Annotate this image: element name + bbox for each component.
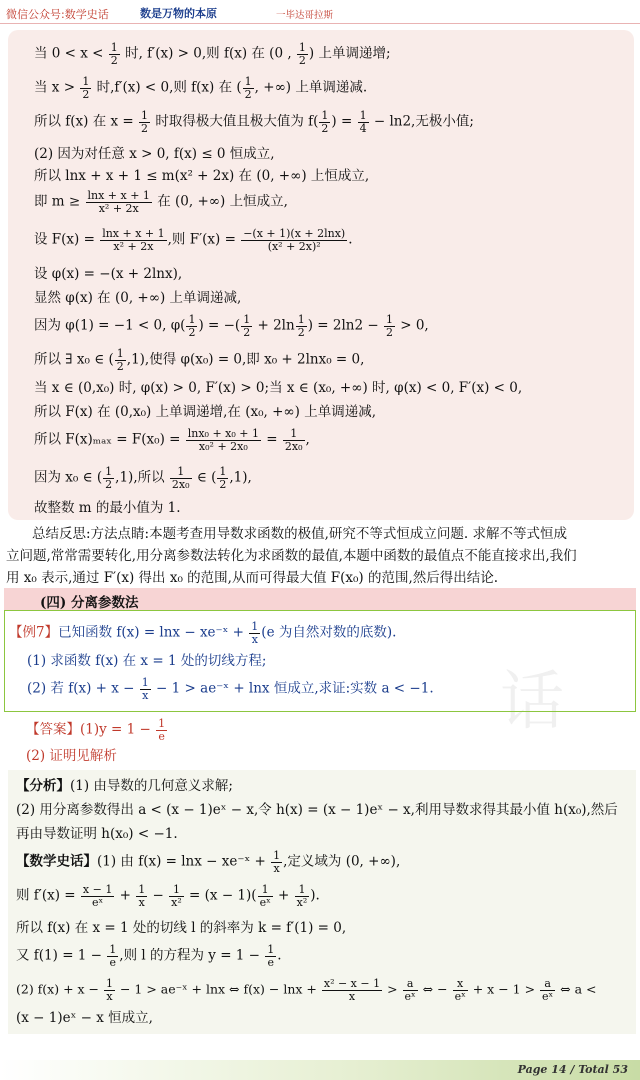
header-author: 一毕达哥拉斯 <box>276 10 334 21</box>
answer-line-2: (2) 证明见解析 <box>26 748 117 764</box>
proof-line: 所以 lnx + x + 1 ≤ m(x² + 2x) 在 (0, +∞) 上恒成立, <box>34 168 370 184</box>
analysis-line: (x − 1)eˣ − x 恒成立, <box>16 1010 153 1026</box>
proof-line: (2) 因为对任意 x > 0, f(x) ≤ 0 恒成立, <box>34 146 275 162</box>
proof-line: 设 F(x) = $\frac{\ln x + x + 1}{\text{x² + 2x}}$ ,则 F′(x) = $\frac{-(x + 1)(x + 2\ln x)}{\text{(x² + 2x)²}}$ . <box>34 227 353 253</box>
proof-line: 所以 ∃ x₀ ∈ ( $\frac{1}{2}$ ,1),使得 φ(x₀) = 0,即 x₀ + 2lnx₀ = 0, <box>34 347 365 373</box>
proof-block <box>8 30 634 520</box>
proof-line: 显然 φ(x) 在 (0, +∞) 上单调递减, <box>34 290 242 306</box>
proof-line: 当 x > $\frac{1}{2}$ 时,f′(x) < 0,则 f(x) 在 ( $\frac{1}{2}$ , +∞) 上单调递减. <box>34 75 368 101</box>
watermark: 话 <box>500 665 564 739</box>
summary-line: 用 x₀ 表示,通过 F′(x) 得出 x₀ 的范围,从而可得最大值 F(x₀) 的范围,然后得出结论. <box>6 570 499 586</box>
header-account: 微信公众号:数学史话 <box>6 8 109 21</box>
proof-line: 设 φ(x) = −(x + 2lnx), <box>34 266 183 282</box>
proof-line: 因为 φ(1) = −1 < 0, φ( $\frac{1}{2}$ ) = −( $\frac{1}{2}$ + 2ln $\frac{1}{2}$ ) = 2ln2 − $\frac{1}{2}$ > 0, <box>34 313 429 339</box>
analysis-line: 所以 f(x) 在 x = 1 处的切线 l 的斜率为 k = f′(1) = 0, <box>16 920 347 936</box>
analysis-line: 则 f′(x) = $\frac{x - 1}{\text{eˣ}}$ + $\frac{1}{x}$ − $\frac{1}{\text{x²}}$ = (x − 1)( $\frac{1}{\text{eˣ}}$ + $\frac{1}{\text{x²}}$ ). <box>16 883 320 909</box>
proof-line: 当 x ∈ (0,x₀) 时, φ(x) > 0, F′(x) > 0;当 x ∈ (x₀, +∞) 时, φ(x) < 0, F′(x) < 0, <box>34 380 523 396</box>
analysis-line: (2) f(x) + x − $\frac{1}{x}$ − 1 > ae⁻ˣ + lnx ⇔ f(x) − lnx + $\frac{\text{x² − x − 1}}{x}$ > $\frac{a}{\text{eˣ}}$ ⇔ − $\frac{x}{\text{eˣ}}$ + x − 1 > $\frac{a}{\text{eˣ}}$ ⇔ a < <box>16 977 597 1003</box>
proof-line: 所以 f(x) 在 x = $\frac{1}{2}$ 时取得极大值且极大值为 f( $\frac{1}{2}$ ) = $\frac{1}{4}$ − ln2,无极小值; <box>34 109 474 135</box>
page-number: Page 14 / Total 53 <box>517 1063 628 1076</box>
section-heading <box>4 588 636 610</box>
section-title: (四) 分离参数法 <box>40 595 139 611</box>
example-question-1: (1) 求函数 f(x) 在 x = 1 处的切线方程; <box>27 653 267 669</box>
proof-line: 因为 x₀ ∈ ( $\frac{1}{2}$ ,1),所以 $\frac{1}{\text{2x₀}}$ ∈ ( $\frac{1}{2}$ ,1), <box>34 465 252 491</box>
example-box <box>4 610 636 712</box>
analysis-line: 【数学史话】(1) 由 f(x) = lnx − xe⁻ˣ + $\frac{1}{x}$ ,定义域为 (0, +∞), <box>16 849 401 875</box>
header-title: 数是万物的本原 <box>140 7 217 20</box>
summary-line: 总结反思:方法点睛:本题考查用导数求函数的极值,研究不等式恒成立问题. 求解不等式恒成 <box>32 526 567 542</box>
example-question-2: (2) 若 f(x) + x − $\frac{1}{x}$ − 1 > ae⁻ˣ + lnx 恒成立,求证:实数 a < −1. <box>27 676 434 702</box>
proof-line: 所以 F(x)ₘₐₓ = F(x₀) = $\frac{\text{lnx₀ + x₀ + 1}}{\text{x₀² + 2x₀}}$ = $\frac{1}{\text{2x₀}}$ , <box>34 427 310 453</box>
example-statement: 【例7】已知函数 f(x) = lnx − xe⁻ˣ + $\frac{1}{x}$ (e 为自然对数的底数). <box>9 620 397 646</box>
analysis-line: (2) 用分离参数得出 a < (x − 1)eˣ − x,令 h(x) = (x − 1)eˣ − x,利用导数求得其最小值 h(x₀),然后 <box>16 802 618 818</box>
analysis-block <box>8 770 636 1034</box>
analysis-line: 【分析】(1) 由导数的几何意义求解; <box>16 778 233 794</box>
example-tag: 【例7】 <box>9 624 59 641</box>
analysis-line: 又 f(1) = 1 − $\frac{1}{e}$ ,则 l 的方程为 y = 1 − $\frac{1}{e}$ . <box>16 943 282 969</box>
page-footer <box>0 1060 640 1080</box>
answer-line-1: 【答案】(1)y = 1 − $\frac{1}{e}$ <box>26 717 166 743</box>
proof-line: 当 0 < x < $\frac{1}{2}$ 时, f′(x) > 0,则 f(x) 在 (0 , $\frac{1}{2}$ ) 上单调递增; <box>34 41 391 67</box>
proof-line: 即 m ≥ $\frac{\ln x + x + 1}{\text{x² + 2x}}$ 在 (0, +∞) 上恒成立, <box>34 189 288 215</box>
summary-line: 立问题,常常需要转化,用分离参数法转化为求函数的最值,本题中函数的最值点不能直接求出,我们 <box>6 548 577 564</box>
analysis-line: 再由导数证明 h(x₀) < −1. <box>16 826 178 842</box>
proof-line: 故整数 m 的最小值为 1. <box>34 500 181 516</box>
proof-line: 所以 F(x) 在 (0,x₀) 上单调递增,在 (x₀, +∞) 上单调递减, <box>34 404 376 420</box>
page-header <box>0 0 640 24</box>
